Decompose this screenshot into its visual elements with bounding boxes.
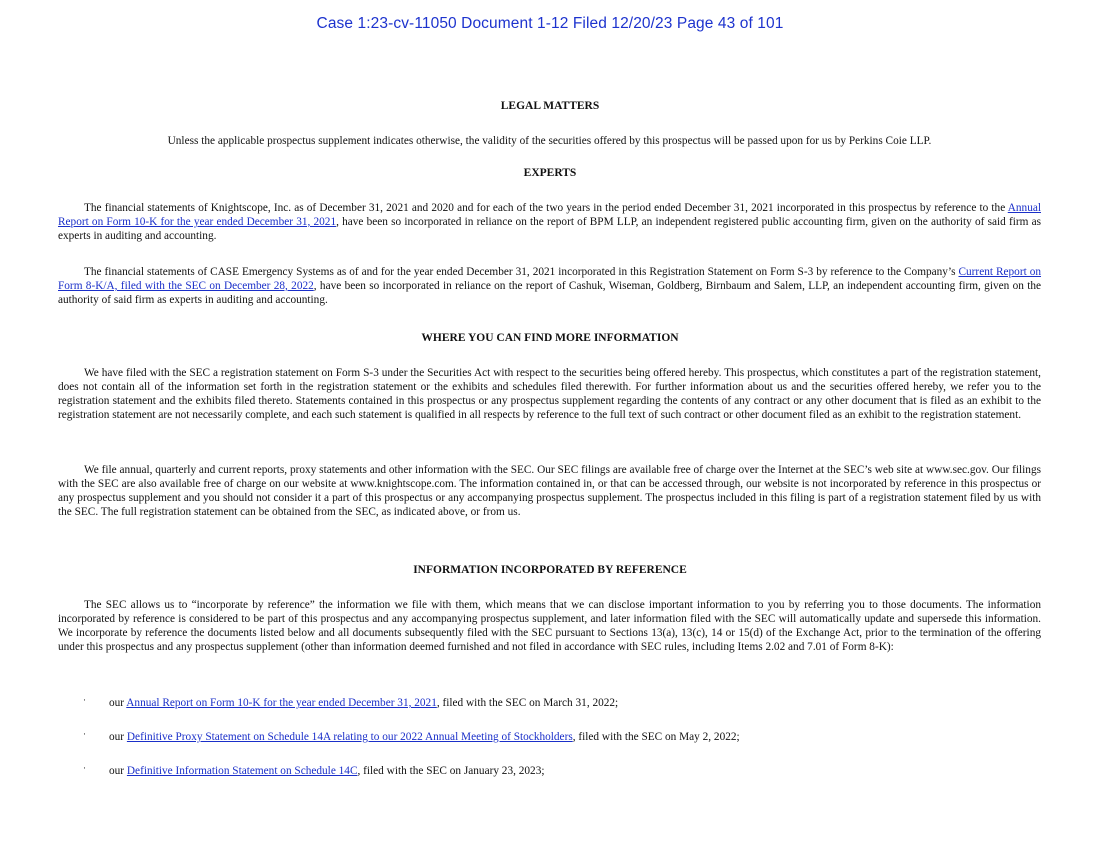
legal-matters-text: Unless the applicable prospectus supplement indicates otherwise, the validity of the securities offered by this prospectus will be passed upon for us by Perkins Coie LLP. xyxy=(167,135,932,147)
experts-p1-text-before: The financial statements of Knightscope, Inc. as of December 31, 2021 and 2020 and for each of the two years in the period ended December 31, 2021 incorporated in this prospectus by reference to the xyxy=(84,202,1008,214)
legal-matters-section xyxy=(58,134,1041,148)
more-info-paragraph-1 xyxy=(58,366,1041,422)
incorporated-paragraph xyxy=(58,598,1041,654)
bullet-marker: · xyxy=(83,695,86,705)
experts-heading: EXPERTS xyxy=(523,167,577,179)
bullet-suffix: , filed with the SEC on May 2, 2022; xyxy=(572,731,740,743)
bullet-suffix: , filed with the SEC on January 23, 2023; xyxy=(357,765,545,777)
case-header: Case 1:23-cv-11050 Document 1-12 Filed 12/20/23 Page 43 of 101 xyxy=(316,15,784,32)
experts-paragraph-2 xyxy=(58,265,1041,307)
bullet-prefix: our xyxy=(109,765,127,777)
legal-matters-heading: LEGAL MATTERS xyxy=(500,100,600,112)
list-item xyxy=(83,697,618,709)
list-item xyxy=(83,765,545,777)
bullet-marker: · xyxy=(83,763,86,773)
more-info-heading: WHERE YOU CAN FIND MORE INFORMATION xyxy=(421,332,679,344)
list-item xyxy=(83,731,740,743)
experts-p2-text-before: The financial statements of CASE Emergency Systems as of and for the year ended December 31, 2021 incorporated in this Registration Statement on Form S-3 by reference to the Company’s xyxy=(84,266,959,278)
annual-report-10k-link[interactable]: Annual Report on Form 10-K for the year ended December 31, 2021 xyxy=(126,697,437,709)
annual-report-link[interactable]: Annual Report on Form 10-K for the year ended December 31, 2021 xyxy=(58,202,1041,228)
information-statement-link[interactable]: Definitive Information Statement on Schedule 14C xyxy=(126,765,358,777)
experts-paragraph-1 xyxy=(58,201,1041,243)
bullet-suffix: , filed with the SEC on March 31, 2022; xyxy=(436,697,619,709)
more-info-p2-text: We file annual, quarterly and current reports, proxy statements and other information with the SEC. Our SEC filings are available free of charge over the Internet at the SEC’s web site at www.sec.gov. Our filings with the SEC are also available free of charge on our website at www.knightscope.com. The information contained in, or that can be accessed through, our website is not incorporated by reference in this prospectus or any prospectus supplement and you should not consider it a part of this prospectus or any accompanying prospectus supplement. The prospectus included in this filing is part of a registration statement filed by us with the SEC. The full registration statement can be obtained from the SEC, as indicated above, or from us. xyxy=(58,464,1041,518)
bullet-marker: · xyxy=(83,729,86,739)
bullet-prefix: our xyxy=(109,731,127,743)
proxy-statement-link[interactable]: Definitive Proxy Statement on Schedule 14A relating to our 2022 Annual Meeting of Stockholders xyxy=(126,731,573,743)
experts-p1-text-after: , have been so incorporated in reliance on the report of BPM LLP, an independent registered public accounting firm, given on the authority of said firm as experts in auditing and accounting. xyxy=(58,216,1041,242)
current-report-link[interactable]: Current Report on Form 8-K/A, filed with the SEC on December 28, 2022 xyxy=(58,266,1042,292)
more-info-p1-text: We have filed with the SEC a registration statement on Form S-3 under the Securities Act with respect to the securities being offered hereby. This prospectus, which constitutes a part of the registration statement, does not contain all of the information set forth in the registration statement or the exhibits and schedules filed therewith. For further information about us and the securities offered hereby, we refer you to the registration statement and the exhibits filed thereto. Statements contained in this prospectus or any prospectus supplement regarding the contents of any contract or any other document that is filed as an exhibit to the registration statement are not necessarily complete, and each such statement is qualified in all respects by reference to the full text of such contract or other document filed as an exhibit to the registration statement. xyxy=(58,367,1041,421)
bullet-prefix: our xyxy=(109,697,127,709)
incorporated-heading: INFORMATION INCORPORATED BY REFERENCE xyxy=(413,564,687,576)
more-info-paragraph-2 xyxy=(58,463,1041,519)
incorporated-p1-text: The SEC allows us to “incorporate by reference” the information we file with them, which means that we can disclose important information to you by referring you to those documents. The information incorporated by reference is considered to be part of this prospectus and any accompanying prospectus supplement, and later information filed with the SEC will automatically update and supersede this information. We incorporate by reference the documents listed below and all documents subsequently filed with the SEC pursuant to Sections 13(a), 13(c), 14 or 15(d) of the Exchange Act, prior to the termination of the offering under this prospectus and any prospectus supplement (other than information deemed furnished and not filed in accordance with SEC rules, including Items 2.02 and 7.01 of Form 8-K): xyxy=(58,599,1041,653)
experts-p2-text-after: , have been so incorporated in reliance on the report of Cashuk, Wiseman, Goldberg, Birnbaum and Salem, LLP, an independent accounting firm, given on the authority of said firm as experts in auditing and accounting. xyxy=(58,280,1041,306)
